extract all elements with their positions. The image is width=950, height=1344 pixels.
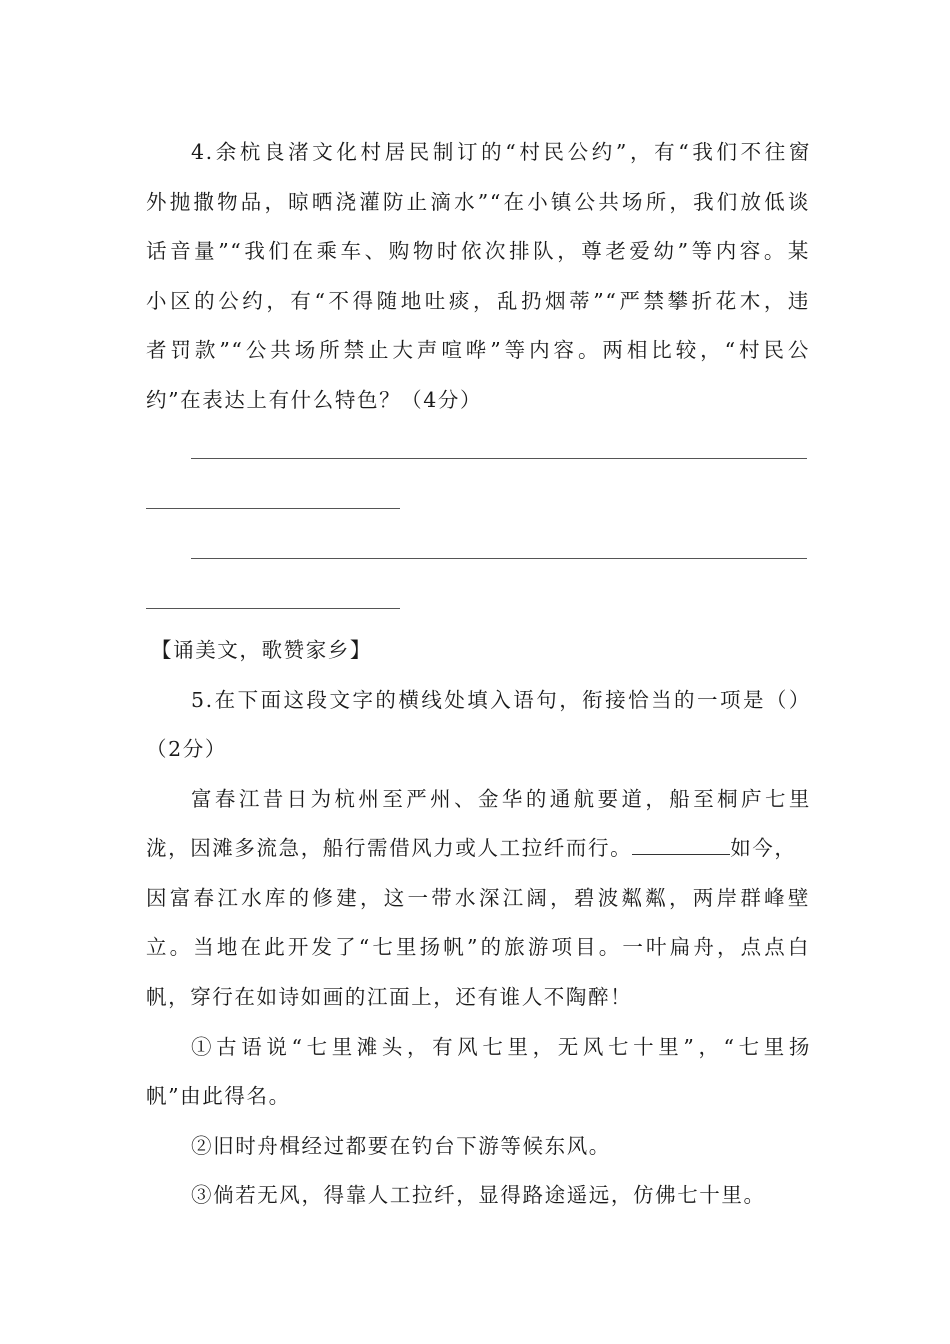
q5-passage-line-2-tail: 如今， (730, 836, 797, 860)
q5-passage-line-1: 富春江昔日为杭州至严州、金华的通航要道，船至桐庐七里 (191, 787, 811, 811)
q5-stem-line-1: 5.在下面这段文字的横线处填入语句，衔接恰当的一项是（） (191, 688, 811, 712)
q5-option-1-line-2: 帆”由此得名。 (146, 1084, 291, 1108)
q4-line-3: 话音量”“我们在乘车、购物时依次排队，尊老爱幼”等内容。某 (146, 239, 810, 263)
q5-option-2: ②旧时舟楫经过都要在钓台下游等候东风。 (191, 1134, 611, 1158)
q4-line-6: 约”在表达上有什么特色？（4分） (146, 388, 483, 412)
q5-option-1-line-1: ①古语说“七里滩头，有风七里，无风七十里”，“七里扬 (191, 1035, 811, 1059)
q5-passage-line-4: 立。当地在此开发了“七里扬帆”的旅游项目。一叶扁舟，点点白 (146, 935, 810, 959)
q4-line-1: 4.余杭良渚文化村居民制订的“村民公约”，有“我们不往窗 (191, 140, 811, 164)
q5-passage-line-2 (146, 833, 810, 863)
q5-passage-line-5: 帆，穿行在如诗如画的江面上，还有谁人不陶醉！ (146, 985, 633, 1009)
fill-in-blank[interactable] (632, 836, 730, 855)
answer-line-1b[interactable] (146, 508, 400, 509)
q4-line-4: 小区的公约，有“不得随地吐痰，乱扔烟蒂”“严禁攀折花木，违 (146, 289, 810, 313)
q5-passage-line-3: 因富春江水库的修建，这一带水深江阔，碧波粼粼，两岸群峰壁 (146, 886, 810, 910)
answer-line-1a[interactable] (191, 458, 807, 459)
answer-line-2b[interactable] (146, 608, 400, 609)
q5-option-3: ③倘若无风，得靠人工拉纤，显得路途遥远，仿佛七十里。 (191, 1183, 766, 1207)
answer-line-2a[interactable] (191, 558, 807, 559)
section-heading: 【诵美文，歌赞家乡】 (151, 638, 372, 662)
q5-passage-line-2-text: 泷，因滩多流急，船行需借风力或人工拉纤而行。 (146, 836, 633, 860)
q4-line-5: 者罚款”“公共场所禁止大声喧哗”等内容。两相比较，“村民公 (146, 338, 810, 362)
q5-stem-line-2: （2分） (146, 737, 227, 761)
q4-line-2: 外抛撒物品，晾晒浇灌防止滴水”“在小镇公共场所，我们放低谈 (146, 190, 810, 214)
